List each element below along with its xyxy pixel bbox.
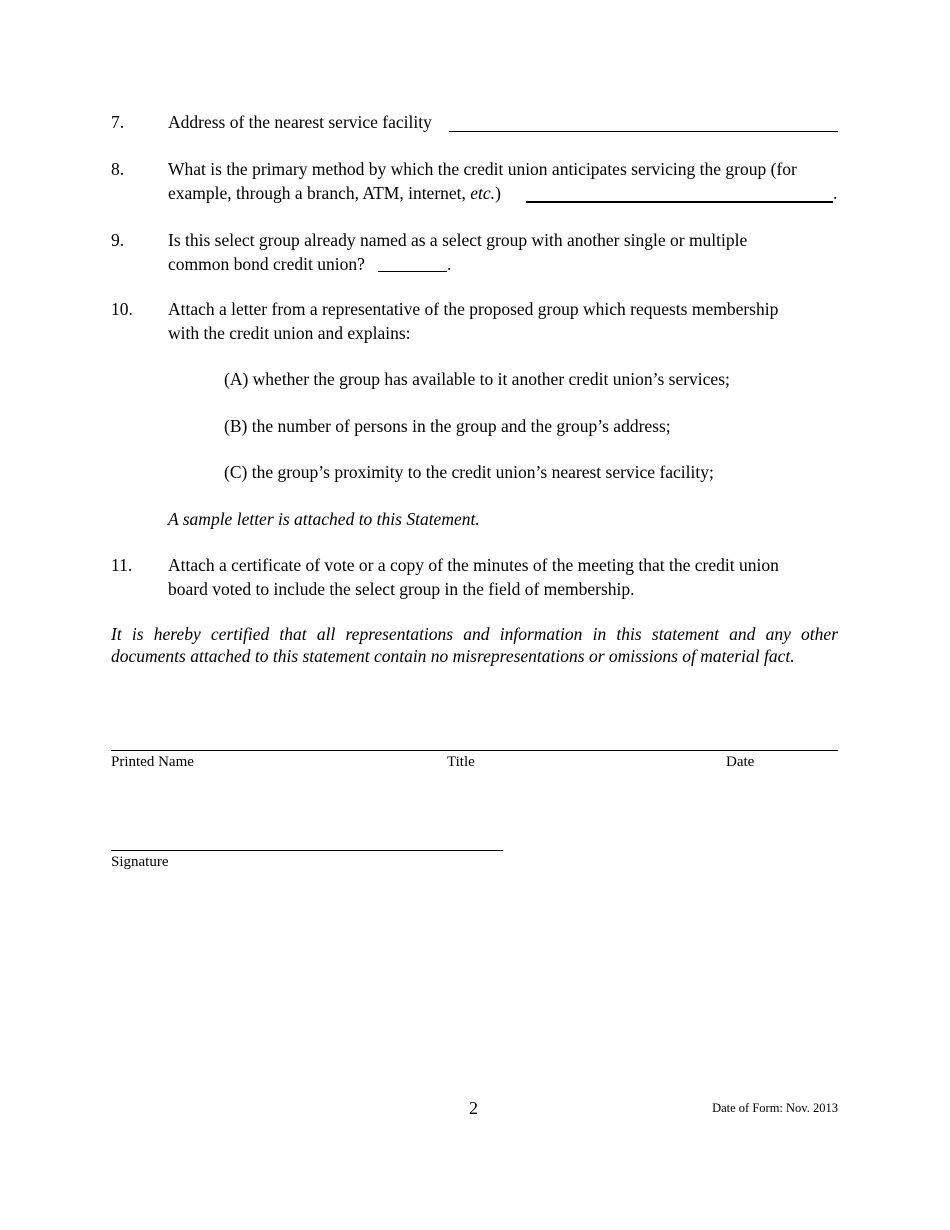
item-9-line1: Is this select group already named as a select group with another single or multiple [168,230,748,250]
item-11-line1: Attach a certificate of vote or a copy of the minutes of the meeting that the credit union [168,555,779,575]
sample-letter-note-text: A sample letter is attached to this Statement. [168,509,480,529]
item-7-text: Address of the nearest service facility [168,112,432,132]
date-label: Date [726,754,755,770]
certification-line2: documents attached to this statement contain no misrepresentations or omissions of material fact. [111,646,795,666]
item-9-end-period: . [447,254,452,274]
item-10-sub-b: (B) the number of persons in the group and the group’s address; [224,416,671,436]
title-label: Title [447,754,475,770]
item-8-method-field[interactable] [526,201,833,203]
item-8-etc: etc. [470,183,496,203]
item-9-line2: common bond credit union? [168,254,365,274]
page-number: 2 [469,1098,478,1118]
name-title-date-line[interactable] [111,750,838,751]
item-11-line2: board voted to include the select group in the field of membership. [168,579,635,599]
item-10-line1: Attach a letter from a representative of the proposed group which requests membership [168,299,779,319]
item-7-number: 7. [111,112,125,132]
item-9-number: 9. [111,230,125,250]
item-7-address-field[interactable] [449,131,838,132]
item-8-end-period: . [833,183,838,203]
item-10-sub-a: (A) whether the group has available to it another credit union’s services; [224,369,730,389]
item-8-line2-suffix: ) [495,183,501,203]
form-date: Date of Form: Nov. 2013 [712,1101,838,1115]
signature-label: Signature [111,854,169,870]
item-10-sub-c: (C) the group’s proximity to the credit union’s nearest service facility; [224,462,714,482]
item-8-line1: What is the primary method by which the credit union anticipates servicing the group (for [168,159,797,179]
sample-letter-note [168,507,480,531]
item-10-line2: with the credit union and explains: [168,323,411,343]
item-10-number: 10. [111,299,133,319]
item-8-number: 8. [111,159,125,179]
certification-line1: It is hereby certified that all representations and information in this statement and any other [111,624,838,644]
signature-line[interactable] [111,850,503,851]
item-8-line2 [168,181,501,205]
printed-name-label: Printed Name [111,754,194,770]
item-8-line2-prefix: example, through a branch, ATM, internet, [168,183,471,203]
item-11-number: 11. [111,555,133,575]
item-9-answer-field[interactable] [378,271,447,272]
